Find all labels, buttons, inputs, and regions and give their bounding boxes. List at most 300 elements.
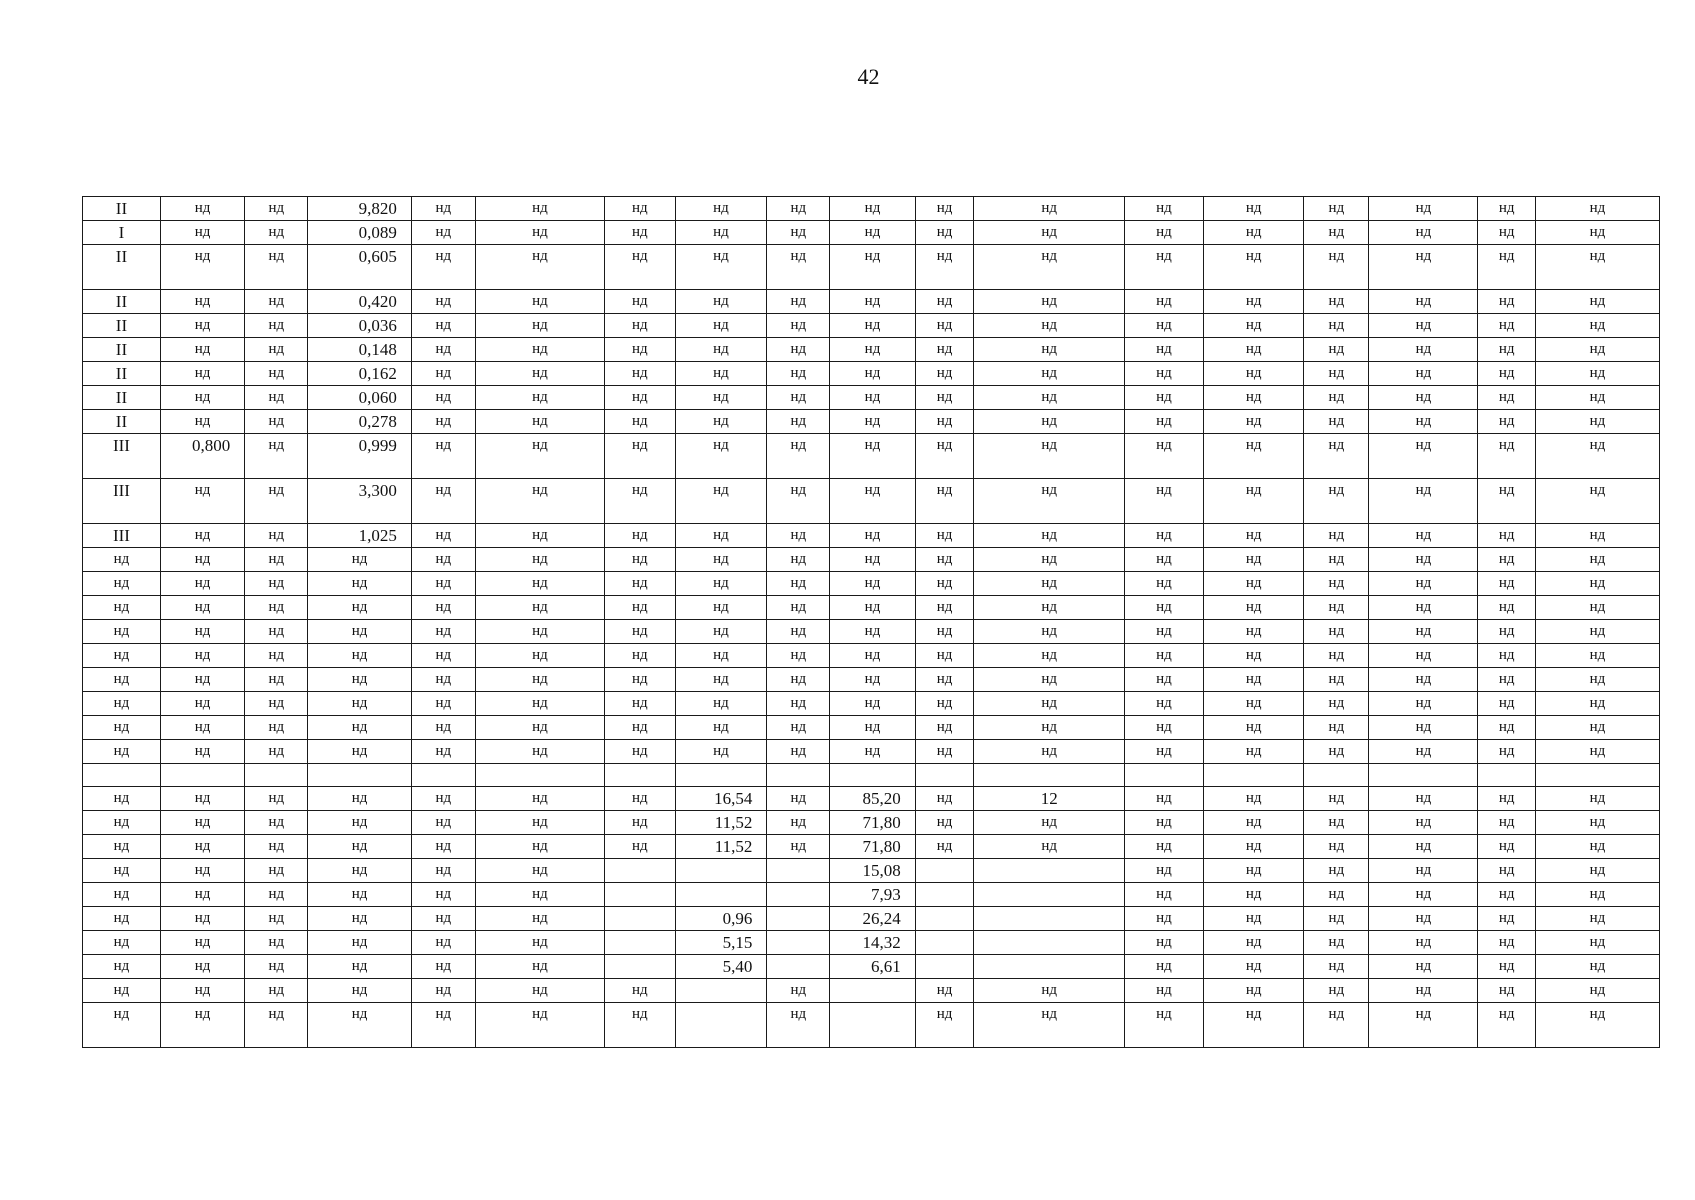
table-cell xyxy=(1369,338,1478,362)
cell-text: нд xyxy=(194,389,211,405)
table-cell xyxy=(160,883,244,907)
cell-text: нд xyxy=(532,647,548,663)
cell-text xyxy=(676,859,767,863)
table-cell xyxy=(767,716,830,740)
cell-text: нд xyxy=(532,365,548,381)
cell-text: нд xyxy=(268,437,285,453)
table-cell xyxy=(1478,197,1536,221)
cell-text: нд xyxy=(631,248,648,264)
table-cell xyxy=(830,290,915,314)
table-cell xyxy=(1203,931,1303,955)
table-row xyxy=(83,668,1660,692)
table-cell xyxy=(830,668,915,692)
table-row xyxy=(83,764,1660,787)
cell-text: нд xyxy=(351,862,368,878)
cell-text: нд xyxy=(713,575,729,591)
table-cell xyxy=(915,1003,974,1048)
table-cell xyxy=(830,955,915,979)
table-cell xyxy=(245,716,308,740)
table-cell xyxy=(974,596,1125,620)
cell-text: нд xyxy=(351,575,368,591)
cell-text: нд xyxy=(790,1006,807,1022)
cell-text: нд xyxy=(1498,886,1515,902)
table-cell xyxy=(411,197,475,221)
table-cell xyxy=(1124,290,1203,314)
cell-text: нд xyxy=(1589,599,1606,615)
cell-text: 0,800 xyxy=(192,436,231,455)
table-cell xyxy=(605,787,675,811)
table-cell xyxy=(411,859,475,883)
table-cell xyxy=(675,859,767,883)
cell-text: нд xyxy=(864,317,881,333)
cell-text: 0,036 xyxy=(358,316,397,335)
table-cell xyxy=(1535,787,1659,811)
cell-text: нд xyxy=(790,982,807,998)
cell-text: нд xyxy=(1245,575,1262,591)
table-cell xyxy=(675,787,767,811)
table-cell xyxy=(83,811,161,835)
cell-text: нд xyxy=(532,317,548,333)
cell-text: 0,089 xyxy=(358,223,397,242)
table-cell xyxy=(1124,548,1203,572)
cell-text: нд xyxy=(435,671,452,687)
cell-text: нд xyxy=(864,695,881,711)
cell-text: нд xyxy=(532,910,548,926)
table-cell xyxy=(245,620,308,644)
table-cell xyxy=(308,811,412,835)
cell-text: нд xyxy=(1041,743,1058,759)
cell-text: нд xyxy=(1498,200,1515,216)
table-cell xyxy=(83,740,161,764)
cell-text: 9,820 xyxy=(358,199,397,218)
table-cell xyxy=(411,811,475,835)
cell-text: нд xyxy=(1156,623,1172,639)
cell-text: нд xyxy=(1498,248,1515,264)
table-cell xyxy=(767,668,830,692)
table-cell xyxy=(245,811,308,835)
table-cell xyxy=(475,479,604,524)
table-cell xyxy=(308,907,412,931)
cell-text: нд xyxy=(1156,341,1172,357)
table-cell xyxy=(411,338,475,362)
cell-text xyxy=(974,931,1124,935)
table-cell xyxy=(605,668,675,692)
table-cell xyxy=(605,596,675,620)
cell-text: нд xyxy=(864,482,881,498)
cell-text: нд xyxy=(1041,623,1058,639)
table-cell xyxy=(974,811,1125,835)
cell-text: нд xyxy=(351,1006,368,1022)
cell-text xyxy=(830,764,914,768)
table-cell xyxy=(160,290,244,314)
cell-text: нд xyxy=(631,790,648,806)
cell-text: 16,54 xyxy=(714,789,753,808)
table-cell xyxy=(83,764,161,787)
cell-text: нд xyxy=(864,200,881,216)
cell-text: нд xyxy=(113,934,130,950)
cell-text: II xyxy=(115,412,128,431)
table-cell xyxy=(160,596,244,620)
table-cell xyxy=(1535,548,1659,572)
cell-text: нд xyxy=(1589,341,1606,357)
table-cell xyxy=(675,907,767,931)
cell-text: нд xyxy=(268,647,285,663)
cell-text: нд xyxy=(1245,551,1262,567)
table-cell xyxy=(83,524,161,548)
cell-text: нд xyxy=(1328,389,1345,405)
cell-text: нд xyxy=(532,743,548,759)
table-cell xyxy=(605,338,675,362)
table-cell xyxy=(1369,955,1478,979)
table-cell xyxy=(1478,221,1536,245)
table-cell xyxy=(1369,811,1478,835)
cell-text xyxy=(974,859,1124,863)
cell-text: нд xyxy=(268,551,285,567)
table-cell xyxy=(767,410,830,434)
table-cell xyxy=(1124,644,1203,668)
table-cell xyxy=(411,290,475,314)
cell-text: нд xyxy=(1589,527,1606,543)
table-cell xyxy=(1203,787,1303,811)
table-cell xyxy=(605,931,675,955)
table-cell xyxy=(1124,1003,1203,1048)
cell-text: нд xyxy=(435,814,452,830)
cell-text xyxy=(767,883,829,887)
table-cell xyxy=(160,386,244,410)
table-cell xyxy=(1304,290,1369,314)
table-cell xyxy=(475,716,604,740)
table-cell xyxy=(160,907,244,931)
table-cell xyxy=(475,835,604,859)
table-cell xyxy=(83,479,161,524)
table-cell xyxy=(675,434,767,479)
table-row xyxy=(83,386,1660,410)
table-cell xyxy=(1304,386,1369,410)
cell-text: нд xyxy=(1589,200,1606,216)
cell-text: нд xyxy=(113,743,130,759)
table-cell xyxy=(767,338,830,362)
table-cell xyxy=(830,620,915,644)
table-cell xyxy=(675,338,767,362)
cell-text: нд xyxy=(1328,982,1345,998)
cell-text: нд xyxy=(1415,695,1432,711)
table-cell xyxy=(605,883,675,907)
table-cell xyxy=(767,740,830,764)
cell-text: нд xyxy=(268,910,285,926)
table-cell xyxy=(1124,434,1203,479)
cell-text: 0,060 xyxy=(358,388,397,407)
cell-text: нд xyxy=(1245,248,1262,264)
table-cell xyxy=(475,811,604,835)
table-cell xyxy=(1203,979,1303,1003)
table-cell xyxy=(160,835,244,859)
cell-text: нд xyxy=(435,790,452,806)
table-cell xyxy=(675,197,767,221)
table-cell xyxy=(1203,290,1303,314)
cell-text: нд xyxy=(1245,623,1262,639)
cell-text: нд xyxy=(713,365,729,381)
table-cell xyxy=(675,811,767,835)
cell-text: нд xyxy=(936,1006,953,1022)
table-cell xyxy=(915,835,974,859)
table-cell xyxy=(915,859,974,883)
table-cell xyxy=(475,596,604,620)
table-cell xyxy=(1369,883,1478,907)
cell-text: нд xyxy=(435,1006,452,1022)
cell-text: нд xyxy=(268,934,285,950)
table-cell xyxy=(1203,859,1303,883)
cell-text: нд xyxy=(1415,982,1432,998)
cell-text: нд xyxy=(1245,482,1262,498)
cell-text: нд xyxy=(1498,389,1515,405)
table-cell xyxy=(915,479,974,524)
table-row xyxy=(83,1003,1660,1048)
table-cell xyxy=(1535,668,1659,692)
cell-text: нд xyxy=(194,910,211,926)
table-cell xyxy=(245,197,308,221)
table-cell xyxy=(411,740,475,764)
cell-text: нд xyxy=(1328,482,1345,498)
table-cell xyxy=(675,1003,767,1048)
table-cell xyxy=(675,979,767,1003)
table-cell xyxy=(915,221,974,245)
cell-text: нд xyxy=(936,623,953,639)
table-cell xyxy=(1535,314,1659,338)
table-cell xyxy=(308,362,412,386)
table-cell xyxy=(1478,787,1536,811)
cell-text: нд xyxy=(864,647,881,663)
table-cell xyxy=(1478,290,1536,314)
cell-text: нд xyxy=(1498,365,1515,381)
table-cell xyxy=(1535,245,1659,290)
table-cell xyxy=(1478,524,1536,548)
cell-text: нд xyxy=(1415,647,1432,663)
table-cell xyxy=(83,1003,161,1048)
table-cell xyxy=(160,221,244,245)
cell-text: нд xyxy=(790,551,807,567)
cell-text: нд xyxy=(790,224,807,240)
table-row xyxy=(83,644,1660,668)
cell-text: нд xyxy=(631,695,648,711)
cell-text: 11,52 xyxy=(714,837,753,856)
table-cell xyxy=(411,835,475,859)
table-cell xyxy=(1304,716,1369,740)
table-cell xyxy=(1478,314,1536,338)
table-cell xyxy=(1535,859,1659,883)
cell-text: нд xyxy=(435,293,452,309)
table-cell xyxy=(160,314,244,338)
cell-text: нд xyxy=(435,934,452,950)
cell-text: нд xyxy=(631,317,648,333)
table-cell xyxy=(1369,548,1478,572)
cell-text: нд xyxy=(113,910,130,926)
cell-text: нд xyxy=(631,599,648,615)
table-cell xyxy=(767,764,830,787)
table-cell xyxy=(411,668,475,692)
table-cell xyxy=(1203,386,1303,410)
cell-text: 3,300 xyxy=(358,481,397,500)
table-cell xyxy=(605,386,675,410)
cell-text xyxy=(676,1003,767,1007)
cell-text: нд xyxy=(194,599,211,615)
table-cell xyxy=(411,979,475,1003)
cell-text: нд xyxy=(1156,224,1172,240)
table-cell xyxy=(605,314,675,338)
table-row xyxy=(83,434,1660,479)
cell-text: нд xyxy=(1589,886,1606,902)
table-cell xyxy=(974,620,1125,644)
cell-text: нд xyxy=(631,200,648,216)
cell-text: нд xyxy=(713,695,729,711)
cell-text: нд xyxy=(435,647,452,663)
table-row xyxy=(83,197,1660,221)
table-cell xyxy=(475,979,604,1003)
cell-text: нд xyxy=(532,527,548,543)
table-cell xyxy=(83,644,161,668)
cell-text: нд xyxy=(194,527,211,543)
cell-text: нд xyxy=(1041,719,1058,735)
cell-text: нд xyxy=(268,790,285,806)
cell-text: нд xyxy=(113,1006,130,1022)
table-cell xyxy=(1124,572,1203,596)
cell-text: нд xyxy=(532,551,548,567)
table-cell xyxy=(1369,740,1478,764)
cell-text: нд xyxy=(1245,814,1262,830)
cell-text: нд xyxy=(713,293,729,309)
cell-text: нд xyxy=(713,482,729,498)
cell-text: нд xyxy=(1328,623,1345,639)
table-cell xyxy=(1304,434,1369,479)
cell-text: нд xyxy=(1498,623,1515,639)
cell-text: нд xyxy=(1498,958,1515,974)
table-cell xyxy=(1535,524,1659,548)
table-cell xyxy=(1124,620,1203,644)
cell-text: нд xyxy=(1415,341,1432,357)
table-cell xyxy=(974,883,1125,907)
table-cell xyxy=(308,668,412,692)
cell-text: нд xyxy=(113,695,130,711)
table-cell xyxy=(475,548,604,572)
cell-text: II xyxy=(115,388,128,407)
cell-text: 11,52 xyxy=(714,813,753,832)
cell-text: нд xyxy=(1156,575,1172,591)
cell-text: нд xyxy=(1498,1006,1515,1022)
cell-text: нд xyxy=(1415,575,1432,591)
table-cell xyxy=(1203,883,1303,907)
cell-text: нд xyxy=(113,575,130,591)
cell-text: нд xyxy=(1041,437,1058,453)
table-cell xyxy=(245,410,308,434)
cell-text: нд xyxy=(1245,790,1262,806)
cell-text: нд xyxy=(1498,317,1515,333)
cell-text: II xyxy=(115,247,128,266)
table-cell xyxy=(308,410,412,434)
cell-text: нд xyxy=(1041,575,1058,591)
table-cell xyxy=(1304,410,1369,434)
table-cell xyxy=(1304,811,1369,835)
table-row xyxy=(83,931,1660,955)
table-cell xyxy=(830,644,915,668)
table-cell xyxy=(411,221,475,245)
table-cell xyxy=(475,787,604,811)
cell-text: нд xyxy=(864,413,881,429)
table-cell xyxy=(245,644,308,668)
table-cell xyxy=(1304,907,1369,931)
table-cell xyxy=(160,548,244,572)
table-cell xyxy=(475,245,604,290)
table-cell xyxy=(1478,716,1536,740)
table-cell xyxy=(1535,479,1659,524)
cell-text: нд xyxy=(631,647,648,663)
table-cell xyxy=(767,620,830,644)
table-cell xyxy=(1304,596,1369,620)
cell-text: 0,999 xyxy=(358,436,397,455)
cell-text: нд xyxy=(631,623,648,639)
table-cell xyxy=(1203,692,1303,716)
cell-text: нд xyxy=(1156,248,1172,264)
cell-text: нд xyxy=(194,1006,211,1022)
cell-text: нд xyxy=(351,790,368,806)
table-cell xyxy=(160,859,244,883)
table-row xyxy=(83,524,1660,548)
cell-text: нд xyxy=(936,838,953,854)
table-cell xyxy=(160,410,244,434)
cell-text xyxy=(974,955,1124,959)
cell-text: нд xyxy=(936,317,953,333)
table-cell xyxy=(475,1003,604,1048)
table-cell xyxy=(411,410,475,434)
table-cell xyxy=(830,362,915,386)
cell-text: нд xyxy=(1041,814,1058,830)
table-cell xyxy=(1304,740,1369,764)
cell-text: нд xyxy=(1589,958,1606,974)
table-row xyxy=(83,290,1660,314)
cell-text: нд xyxy=(631,814,648,830)
table-cell xyxy=(605,410,675,434)
cell-text: нд xyxy=(1245,413,1262,429)
table-cell xyxy=(83,314,161,338)
table-cell xyxy=(83,221,161,245)
table-cell xyxy=(974,221,1125,245)
cell-text: нд xyxy=(631,1006,648,1022)
table-cell xyxy=(915,386,974,410)
table-cell xyxy=(245,290,308,314)
cell-text xyxy=(605,764,674,768)
table-row xyxy=(83,811,1660,835)
cell-text: нд xyxy=(936,551,953,567)
cell-text: нд xyxy=(1589,389,1606,405)
cell-text: нд xyxy=(864,719,881,735)
cell-text: 85,20 xyxy=(862,789,901,808)
cell-text: нд xyxy=(1589,647,1606,663)
table-cell xyxy=(475,572,604,596)
table-cell xyxy=(245,434,308,479)
cell-text: нд xyxy=(1328,317,1345,333)
cell-text: нд xyxy=(268,886,285,902)
table-cell xyxy=(830,859,915,883)
table-cell xyxy=(411,434,475,479)
table-cell xyxy=(245,787,308,811)
cell-text: нд xyxy=(1156,365,1172,381)
table-cell xyxy=(308,644,412,668)
cell-text: нд xyxy=(1498,910,1515,926)
cell-text: нд xyxy=(936,982,953,998)
cell-text: нд xyxy=(936,790,953,806)
table-cell xyxy=(675,644,767,668)
table-row xyxy=(83,859,1660,883)
table-cell xyxy=(1124,979,1203,1003)
table-cell xyxy=(245,524,308,548)
